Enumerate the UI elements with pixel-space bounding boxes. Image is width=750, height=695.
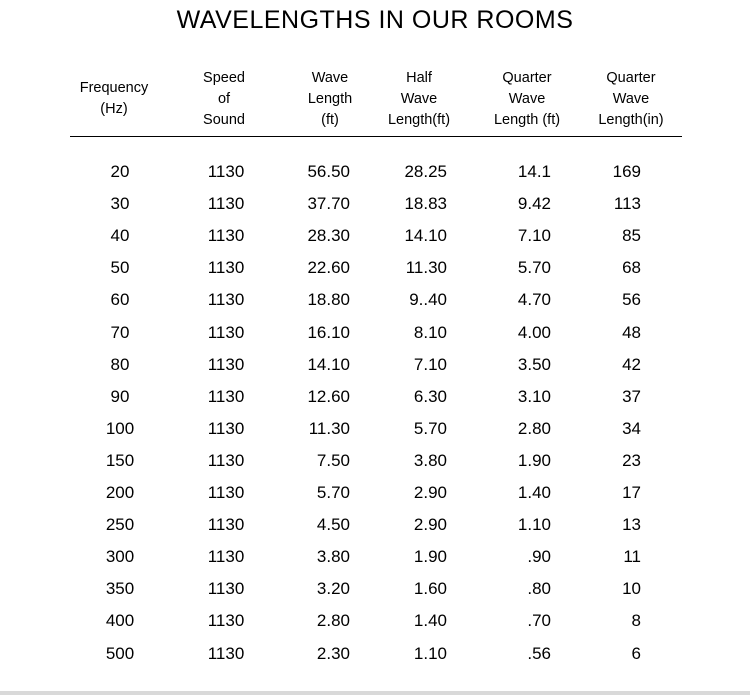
table-cell: 7.10: [413, 354, 447, 374]
column-header-line: of: [217, 90, 231, 107]
column-header-line: (Hz): [100, 101, 128, 117]
table-cell: 1.10: [517, 515, 551, 535]
table-row: [0, 349, 750, 381]
table-cell: 14.10: [404, 226, 447, 246]
table-cell: 20: [110, 162, 130, 181]
table-cell: 14.10: [307, 354, 350, 374]
table-cell: 2.30: [316, 643, 350, 663]
table-cell: 1.40: [413, 611, 447, 631]
table-cell: 1.40: [517, 483, 551, 502]
table-cell: 1.60: [413, 579, 447, 599]
table-cell: 42: [622, 354, 641, 374]
table-cell: 68: [622, 258, 641, 278]
table-cell: 50: [110, 258, 130, 278]
table-cell: 500: [105, 643, 135, 663]
column-header-line: Speed: [203, 69, 245, 86]
table-cell: 9.42: [517, 194, 551, 214]
table-cell: 4.50: [316, 515, 350, 535]
table-cell: 13: [622, 515, 641, 535]
column-header-line: Length (ft): [493, 111, 561, 128]
column-header-line: Length(ft): [387, 111, 451, 128]
table-cell: 16.10: [307, 322, 350, 342]
table-cell: 1130: [207, 483, 245, 502]
table-cell: 6.30: [413, 386, 447, 406]
table-cell: 34: [622, 418, 641, 438]
column-header: [579, 66, 683, 132]
table-cell: 60: [110, 290, 130, 310]
table-row: [0, 252, 750, 284]
table-cell: 37.70: [307, 194, 350, 214]
table-row: [0, 381, 750, 413]
table-row: [0, 156, 750, 188]
column-header-line: Wave: [311, 69, 349, 86]
table-cell: 11: [623, 547, 641, 567]
table-cell: 18.80: [307, 290, 350, 310]
table-cell: 3.20: [316, 579, 350, 599]
table-row: [0, 541, 750, 573]
column-header-line: Frequency: [79, 80, 149, 96]
frame-border: [0, 691, 750, 695]
table-cell: 9..40: [409, 290, 447, 310]
table-cell: 4.00: [517, 322, 551, 342]
table-cell: 5.70: [517, 258, 551, 278]
table-cell: 85: [622, 226, 641, 246]
table-cell: 3.50: [517, 354, 551, 374]
table-cell: 17: [622, 483, 641, 502]
table-cell: 56: [622, 290, 641, 310]
table-cell: 8.10: [413, 322, 447, 342]
table-cell: 1130: [207, 450, 245, 470]
table-cell: 28.25: [404, 162, 447, 181]
table-cell: 2.80: [517, 418, 551, 438]
table-row: [0, 605, 750, 637]
table-cell: 1130: [207, 418, 245, 438]
table-cell: 90: [110, 386, 130, 406]
table-row: [0, 317, 750, 349]
table-cell: 30: [110, 194, 130, 214]
table-cell: 28.30: [307, 226, 350, 246]
column-header-line: (ft): [321, 111, 339, 128]
table-cell: 10: [622, 579, 641, 599]
table-cell: 350: [105, 579, 135, 599]
table-cell: 1130: [207, 386, 245, 406]
table-row: [0, 477, 750, 509]
table-cell: 1130: [207, 643, 245, 663]
table-cell: 1130: [207, 354, 245, 374]
table-cell: .56: [527, 643, 551, 663]
table-cell: 14.1: [517, 162, 551, 181]
table-cell: 6: [631, 643, 641, 663]
table-cell: 150: [105, 450, 135, 470]
table-cell: 2.90: [413, 515, 447, 535]
table-row: [0, 638, 750, 670]
table-cell: 22.60: [307, 258, 350, 278]
table-cell: 1130: [207, 579, 245, 599]
page-title: WAVELENGTHS IN OUR ROOMS: [176, 6, 574, 34]
table-cell: 200: [105, 483, 135, 502]
table-cell: 1130: [207, 515, 245, 535]
column-header-line: Sound: [203, 111, 245, 128]
column-header-line: Quarter: [502, 69, 552, 86]
table-cell: 3.80: [316, 547, 350, 567]
column-header: [290, 66, 370, 132]
table-cell: 1130: [207, 226, 245, 246]
table-cell: 12.60: [307, 386, 350, 406]
table-cell: 169: [612, 162, 641, 181]
table-cell: 113: [613, 194, 641, 214]
table-cell: 2.90: [413, 483, 447, 502]
table-row: [0, 445, 750, 477]
table-cell: 250: [105, 515, 135, 535]
table-cell: 56.50: [307, 162, 350, 181]
table-cell: 80: [110, 354, 130, 374]
column-header: [184, 66, 264, 132]
header-divider: [70, 136, 682, 137]
table-cell: 18.83: [404, 194, 447, 214]
table-cell: 5.70: [316, 483, 350, 502]
column-header: [59, 66, 169, 132]
table-row: [0, 413, 750, 445]
table-cell: 1130: [207, 194, 245, 214]
table-cell: 1.10: [413, 643, 447, 663]
table-cell: 11.30: [308, 418, 350, 438]
table-cell: 1130: [207, 322, 245, 342]
table-row: [0, 188, 750, 220]
table-cell: 7.10: [517, 226, 551, 246]
table-cell: 1.90: [413, 547, 447, 567]
table-cell: 48: [622, 322, 641, 342]
table-cell: .90: [527, 547, 551, 567]
table-row: [0, 220, 750, 252]
column-header-line: Quarter: [606, 69, 656, 86]
table-cell: 3.80: [413, 450, 447, 470]
column-header: [369, 66, 469, 132]
table-cell: 2.80: [316, 611, 350, 631]
table-row: [0, 573, 750, 605]
table-cell: 1130: [207, 611, 245, 631]
column-header-line: Wave: [508, 90, 546, 107]
table-cell: .70: [527, 611, 551, 631]
table-cell: 100: [105, 418, 135, 438]
table-row: [0, 509, 750, 541]
column-header-line: Half: [406, 69, 432, 86]
table-cell: 400: [105, 611, 135, 631]
table-cell: 70: [110, 322, 130, 342]
table-cell: 7.50: [316, 450, 350, 470]
table-cell: 1130: [207, 547, 245, 567]
table-cell: 23: [622, 450, 641, 470]
column-header-line: Wave: [612, 90, 650, 107]
table-cell: 37: [622, 386, 641, 406]
table-cell: 40: [110, 226, 130, 246]
column-header: [475, 66, 579, 132]
table-cell: 8: [631, 611, 641, 631]
table-cell: 1130: [207, 258, 245, 278]
table-cell: .80: [527, 579, 551, 599]
table-cell: 300: [105, 547, 135, 567]
table-cell: 1.90: [517, 450, 551, 470]
table-cell: 4.70: [517, 290, 551, 310]
table-cell: 5.70: [413, 418, 447, 438]
table-cell: 3.10: [517, 386, 551, 406]
column-header-line: Length: [307, 90, 353, 107]
table-cell: 1130: [207, 162, 245, 181]
column-header-line: Length(in): [598, 111, 664, 128]
table-cell: 1130: [207, 290, 245, 310]
table-row: [0, 284, 750, 316]
table-cell: 11.30: [405, 258, 447, 278]
column-header-line: Wave: [400, 90, 438, 107]
